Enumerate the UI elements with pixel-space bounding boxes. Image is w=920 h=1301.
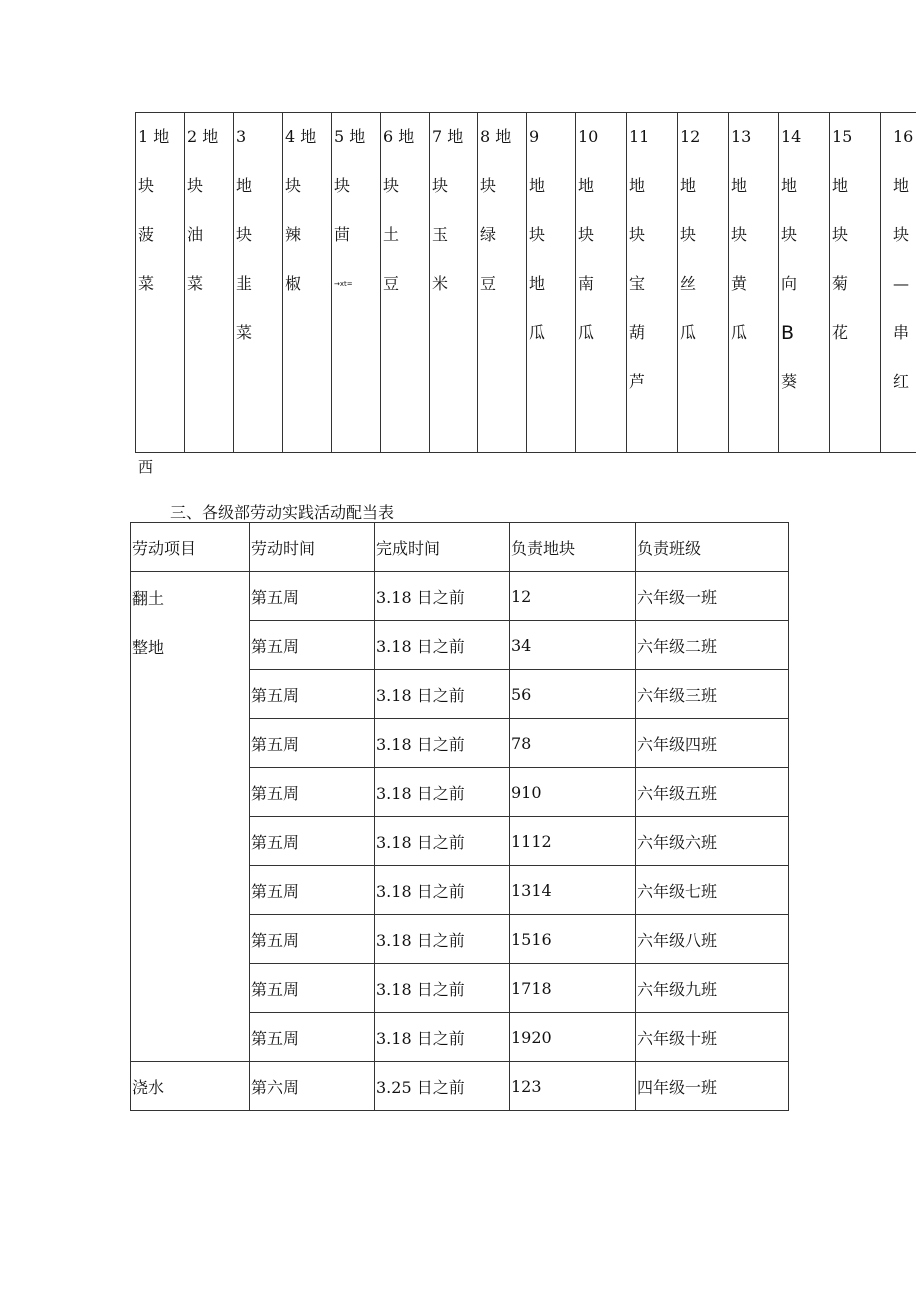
plot-table bbox=[135, 112, 916, 453]
plot-cell bbox=[729, 113, 779, 453]
deadline-cell: 3.18 日之前 bbox=[375, 572, 510, 621]
plot-line: 辣 bbox=[285, 225, 302, 244]
plot-line: 块 bbox=[578, 225, 595, 244]
week-cell: 第五周 bbox=[250, 719, 375, 768]
plot-line: 2 地 bbox=[187, 127, 219, 146]
plot-line: 地 bbox=[236, 176, 253, 195]
class-cell: 六年级九班 bbox=[636, 964, 789, 1013]
plot-line: 块 bbox=[680, 225, 697, 244]
class-cell: 六年级十班 bbox=[636, 1013, 789, 1062]
plot-line: 宝 bbox=[629, 274, 646, 293]
class-cell: 六年级七班 bbox=[636, 866, 789, 915]
plot-cell bbox=[234, 113, 283, 453]
assignment-body bbox=[131, 572, 789, 1111]
assignment-header-row bbox=[131, 523, 789, 572]
plot-line: 块 bbox=[383, 176, 400, 195]
project-cell bbox=[131, 1062, 250, 1111]
column-header: 负责地块 bbox=[510, 523, 636, 572]
plot-line: 地 bbox=[731, 176, 748, 195]
plot-line: 块 bbox=[832, 225, 849, 244]
plot-number-cell: 1112 bbox=[510, 817, 636, 866]
plot-line: 4 地 bbox=[285, 127, 317, 146]
plot-line: 14 bbox=[781, 127, 802, 146]
plot-number-cell: 78 bbox=[510, 719, 636, 768]
plot-line: 块 bbox=[893, 225, 910, 244]
deadline-cell: 3.18 日之前 bbox=[375, 964, 510, 1013]
plot-cell bbox=[381, 113, 430, 453]
plot-line: 地 bbox=[529, 274, 546, 293]
plot-line: — bbox=[893, 274, 909, 293]
plot-line: 10 bbox=[578, 127, 599, 146]
plot-line: 玉 bbox=[432, 225, 449, 244]
column-header: 完成时间 bbox=[375, 523, 510, 572]
plot-line: B bbox=[781, 322, 795, 344]
plot-line: 13 bbox=[731, 127, 752, 146]
column-header: 劳动项目 bbox=[131, 523, 250, 572]
plot-number-cell: 1314 bbox=[510, 866, 636, 915]
project-label: 翻土 bbox=[132, 589, 165, 608]
plot-line: 块 bbox=[187, 176, 204, 195]
plot-line: 瓜 bbox=[529, 323, 546, 342]
plot-number-cell: 1920 bbox=[510, 1013, 636, 1062]
week-cell: 第五周 bbox=[250, 670, 375, 719]
plot-line: 12 bbox=[680, 127, 701, 146]
plot-number-cell: 12 bbox=[510, 572, 636, 621]
plot-line: 米 bbox=[432, 274, 449, 293]
plot-line: 豆 bbox=[383, 274, 400, 293]
deadline-cell: 3.18 日之前 bbox=[375, 915, 510, 964]
plot-line: 芦 bbox=[629, 372, 646, 391]
plot-line: 块 bbox=[529, 225, 546, 244]
plot-line: →xt= bbox=[334, 280, 353, 288]
plot-number-cell: 56 bbox=[510, 670, 636, 719]
plot-cell bbox=[830, 113, 881, 453]
table-row bbox=[131, 572, 789, 621]
plot-line: 绿 bbox=[480, 225, 497, 244]
plot-line: 5 地 bbox=[334, 127, 366, 146]
week-cell: 第五周 bbox=[250, 1013, 375, 1062]
plot-line: 11 bbox=[629, 127, 650, 146]
plot-line: 瓜 bbox=[731, 323, 748, 342]
plot-line: 瓜 bbox=[680, 323, 697, 342]
deadline-cell: 3.18 日之前 bbox=[375, 817, 510, 866]
week-cell: 第五周 bbox=[250, 915, 375, 964]
plot-line: 1 地 bbox=[138, 127, 170, 146]
plot-line: 串 bbox=[893, 323, 910, 342]
week-cell: 第五周 bbox=[250, 866, 375, 915]
plot-cell bbox=[881, 113, 916, 453]
plot-line: 椒 bbox=[285, 274, 302, 293]
class-cell: 六年级一班 bbox=[636, 572, 789, 621]
plot-number-cell: 910 bbox=[510, 768, 636, 817]
plot-cell bbox=[779, 113, 830, 453]
plot-number-cell: 1516 bbox=[510, 915, 636, 964]
plot-line: 菜 bbox=[187, 274, 204, 293]
plot-line: 向 bbox=[781, 274, 798, 293]
plot-line: 土 bbox=[383, 225, 400, 244]
table-row bbox=[131, 1062, 789, 1111]
project-label: 浇水 bbox=[132, 1077, 165, 1097]
plot-line: 块 bbox=[731, 225, 748, 244]
class-cell: 六年级五班 bbox=[636, 768, 789, 817]
plot-cell bbox=[332, 113, 381, 453]
plot-line: 花 bbox=[832, 323, 849, 342]
plot-line: 茴 bbox=[334, 225, 351, 244]
column-header: 劳动时间 bbox=[250, 523, 375, 572]
plot-cell bbox=[283, 113, 332, 453]
plot-cell bbox=[576, 113, 627, 453]
class-cell: 六年级三班 bbox=[636, 670, 789, 719]
project-label: 整地 bbox=[132, 638, 165, 657]
plot-line: 油 bbox=[187, 225, 204, 244]
plot-line: 葵 bbox=[781, 372, 798, 391]
plot-line: 丝 bbox=[680, 274, 697, 293]
plot-line: 块 bbox=[138, 176, 155, 195]
plot-line: 16 bbox=[893, 127, 914, 146]
plot-line: 地 bbox=[832, 176, 849, 195]
plot-cell bbox=[430, 113, 478, 453]
plot-line: 15 bbox=[832, 127, 853, 146]
deadline-cell: 3.18 日之前 bbox=[375, 621, 510, 670]
class-cell: 四年级一班 bbox=[636, 1062, 789, 1111]
plot-line: 块 bbox=[480, 176, 497, 195]
plot-line: 葫 bbox=[629, 323, 646, 342]
plot-number-cell: 1718 bbox=[510, 964, 636, 1013]
plot-cell bbox=[136, 113, 185, 453]
column-header: 负责班级 bbox=[636, 523, 789, 572]
assignment-table bbox=[130, 522, 789, 1111]
plot-line: 块 bbox=[285, 176, 302, 195]
plot-cell bbox=[627, 113, 678, 453]
deadline-cell: 3.18 日之前 bbox=[375, 670, 510, 719]
week-cell: 第五周 bbox=[250, 572, 375, 621]
plot-row bbox=[136, 113, 916, 453]
week-cell: 第五周 bbox=[250, 768, 375, 817]
week-cell: 第五周 bbox=[250, 964, 375, 1013]
section-heading: 三、各级部劳动实践活动配当表 bbox=[170, 503, 395, 522]
week-cell: 第五周 bbox=[250, 817, 375, 866]
week-cell: 第五周 bbox=[250, 621, 375, 670]
plot-cell bbox=[478, 113, 527, 453]
class-cell: 六年级六班 bbox=[636, 817, 789, 866]
deadline-cell: 3.18 日之前 bbox=[375, 1013, 510, 1062]
plot-cell bbox=[185, 113, 234, 453]
plot-line: 块 bbox=[432, 176, 449, 195]
plot-line: 块 bbox=[236, 225, 253, 244]
plot-line: 7 地 bbox=[432, 127, 464, 146]
plot-line: 瓜 bbox=[578, 323, 595, 342]
plot-cell bbox=[678, 113, 729, 453]
plot-line: 黄 bbox=[731, 274, 748, 293]
plot-line: 3 bbox=[236, 127, 247, 146]
plot-line: 地 bbox=[529, 176, 546, 195]
deadline-cell: 3.25 日之前 bbox=[375, 1062, 510, 1111]
plot-number-cell: 34 bbox=[510, 621, 636, 670]
plot-line: 菠 bbox=[138, 225, 155, 244]
deadline-cell: 3.18 日之前 bbox=[375, 866, 510, 915]
plot-line: 地 bbox=[781, 176, 798, 195]
plot-line: 地 bbox=[629, 176, 646, 195]
class-cell: 六年级八班 bbox=[636, 915, 789, 964]
plot-line: 地 bbox=[680, 176, 697, 195]
plot-line: 韭 bbox=[236, 274, 253, 293]
class-cell: 六年级二班 bbox=[636, 621, 789, 670]
plot-line: 豆 bbox=[480, 274, 497, 293]
plot-line: 块 bbox=[629, 225, 646, 244]
deadline-cell: 3.18 日之前 bbox=[375, 768, 510, 817]
plot-line: 菜 bbox=[138, 274, 155, 293]
below-table-text: 西 bbox=[138, 458, 154, 476]
plot-line: 红 bbox=[893, 372, 910, 391]
plot-cell bbox=[527, 113, 576, 453]
plot-line: 块 bbox=[781, 225, 798, 244]
plot-line: 块 bbox=[334, 176, 351, 195]
plot-line: 地 bbox=[578, 176, 595, 195]
plot-line: 9 bbox=[529, 127, 540, 146]
plot-line: 菜 bbox=[236, 323, 253, 342]
plot-line: 8 地 bbox=[480, 127, 512, 146]
plot-line: 6 地 bbox=[383, 127, 415, 146]
week-cell: 第六周 bbox=[250, 1062, 375, 1111]
plot-line: 地 bbox=[893, 176, 910, 195]
plot-line: 南 bbox=[578, 274, 595, 293]
plot-line: 菊 bbox=[832, 274, 849, 293]
project-cell bbox=[131, 572, 250, 1062]
class-cell: 六年级四班 bbox=[636, 719, 789, 768]
deadline-cell: 3.18 日之前 bbox=[375, 719, 510, 768]
plot-number-cell: 123 bbox=[510, 1062, 636, 1111]
